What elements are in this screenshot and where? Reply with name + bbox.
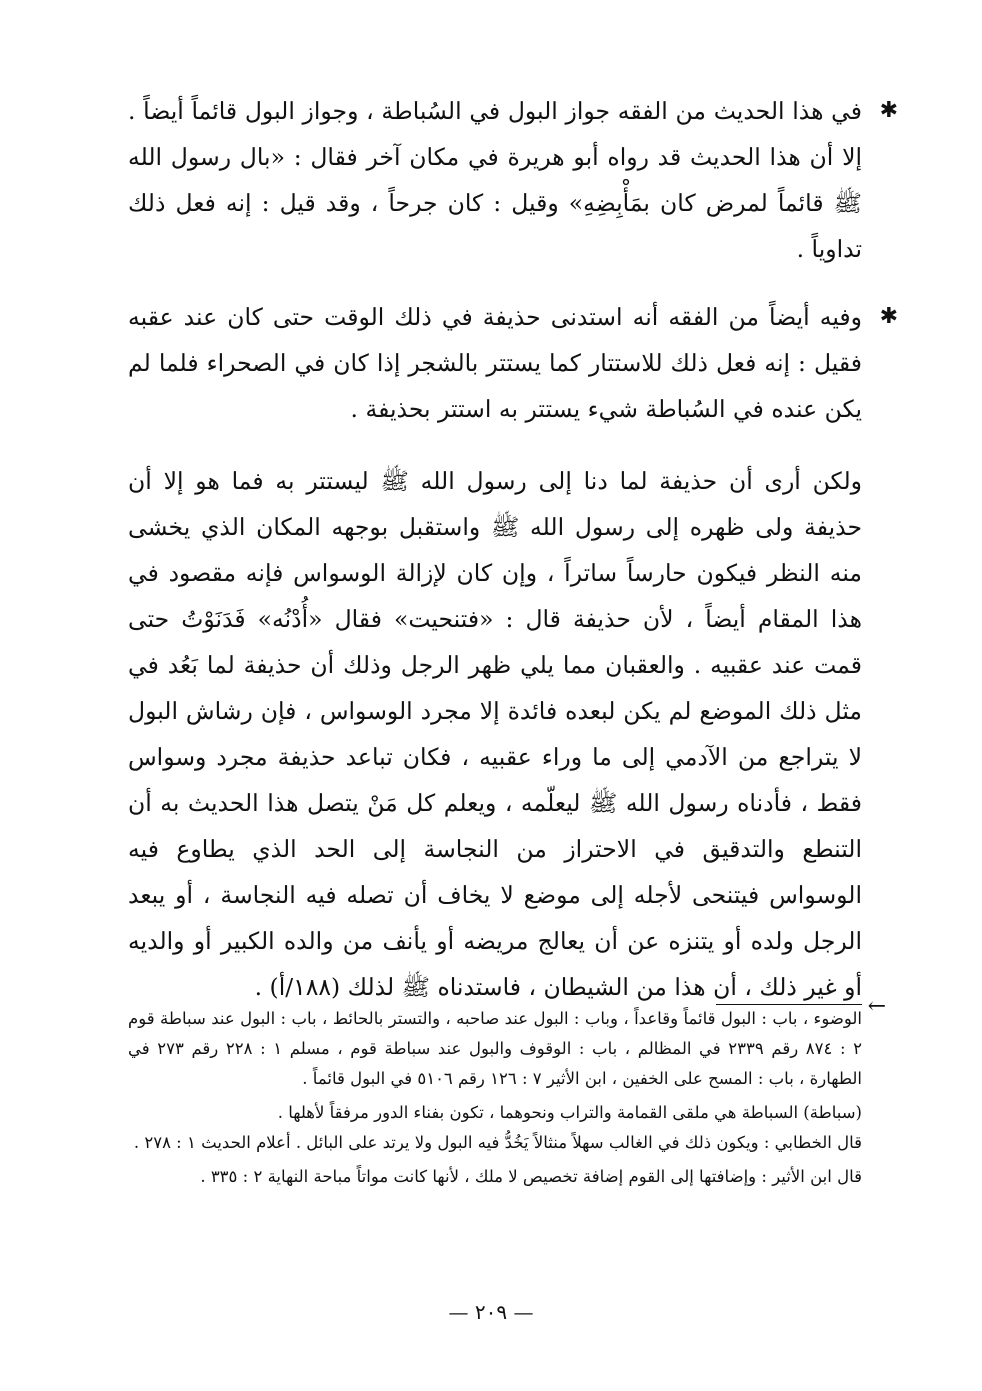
footnote-4: قال ابن الأثير : وإضافتها إلى القوم إضافة تخصيص لا ملك ، لأنها كانت مواتاً مباحة النهاية ٢ : ٣٣٥ . — [200, 1167, 862, 1186]
footnote-1: الوضوء ، باب : البول قائماً وقاعداً ، وباب : البول عند صاحبه ، والتستر بالحائط ، باب : البول عند سباطة قوم ٢ : ٨٧٤ رقم ٢٣٣٩ في المظالم ، باب : الوقوف والبول عند سباطة قوم ، مسلم ١ : ٢٢٨ رقم ٢٧٣ في الطهارة ، باب : المسح على الخفين ، ابن الأثير ٧ : ١٢٦ رقم ٥١٠٦ في البول قائماً . — [128, 1009, 863, 1088]
bullet-paragraph-2-text: وفيه أيضاً من الفقه أنه استدنى حذيفة في ذلك الوقت حتى كان عند عقبه فقيل : إنه فعل ذلك للاستتار كما يستتر بالشجر إذا كان في الصحراء فلما لم يكن عنده في السُباطة شيء يستتر به استتر بحذيفة . — [128, 303, 862, 423]
bullet-paragraph-2 — [128, 294, 898, 432]
asterisk-bullet-icon: ✱ — [879, 98, 898, 123]
bullet-paragraph-1 — [128, 88, 898, 272]
main-text — [128, 88, 898, 1010]
footnote-3: قال الخطابي : ويكون ذلك في الغالب سهلاً منثالاً يَخُدُّ فيه البول ولا يرتد على البائل . أعلام الحديث ١ : ٢٧٨ . — [133, 1133, 862, 1152]
page-number: — ٢٠٩ — — [448, 1300, 534, 1324]
footnotes — [128, 1004, 862, 1192]
body-paragraph: ولكن أرى أن حذيفة لما دنا إلى رسول الله ﷺ ليستتر به فما هو إلا أن حذيفة ولى ظهره إلى رسول الله ﷺ واستقبل بوجهه المكان الذي يخشى منه النظر فيكون حارساً ساتراً ، وإن كان لإزالة الوسواس فإنه مقصود في هذا المقام أيضاً ، لأن حذيفة قال : «فتنحيت» فقال «أُدْنُه» فَدَنَوْتُ حتى قمت عند عقبيه . والعقبان مما يلي ظهر الرجل وذلك أن حذيفة لما بَعُد في مثل ذلك الموضع لم يكن لبعده فائدة إلا مجرد الوسواس ، فإن رشاش البول لا يتراجع من الآدمي إلى ما وراء عقبيه ، فكان تباعد حذيفة مجرد وسواس فقط ، فأدناه رسول الله ﷺ ليعلّمه ، ويعلم كل مَنْ يتصل هذا الحديث به أن التنطع والتدقيق في الاحتراز من النجاسة إلى الحد الذي يطاوع فيه الوسواس فيتنحى لأجله إلى موضع لا يخاف أن تصله فيه النجاسة ، أو يبعد الرجل ولده أو يتنزه عن أن يعالج مريضه أو يأنف من والده الكبير أو والديه أو غير ذلك ، أن هذا من الشيطان ، فاستدناه ﷺ لذلك (١٨٨/أ) . — [128, 467, 862, 1001]
bullet-paragraph-1-text: في هذا الحديث من الفقه جواز البول في السُباطة ، وجواز البول قائماً أيضاً . إلا أن هذا الحديث قد رواه أبو هريرة في مكان آخر فقال : «بال رسول الله ﷺ قائماً لمرض كان بمَأْبِضِهِ» وقيل : كان جرحاً ، وقد قيل : إنه فعل ذلك تداوياً . — [128, 97, 862, 263]
asterisk-bullet-icon: ✱ — [879, 304, 898, 329]
continuation-arrow-icon: ← — [867, 994, 886, 1019]
footnote-2: (سباطة) السباطة هي ملقى القمامة والتراب ونحوهما ، تكون بفناء الدور مرفقاً لأهلها . — [277, 1103, 862, 1122]
